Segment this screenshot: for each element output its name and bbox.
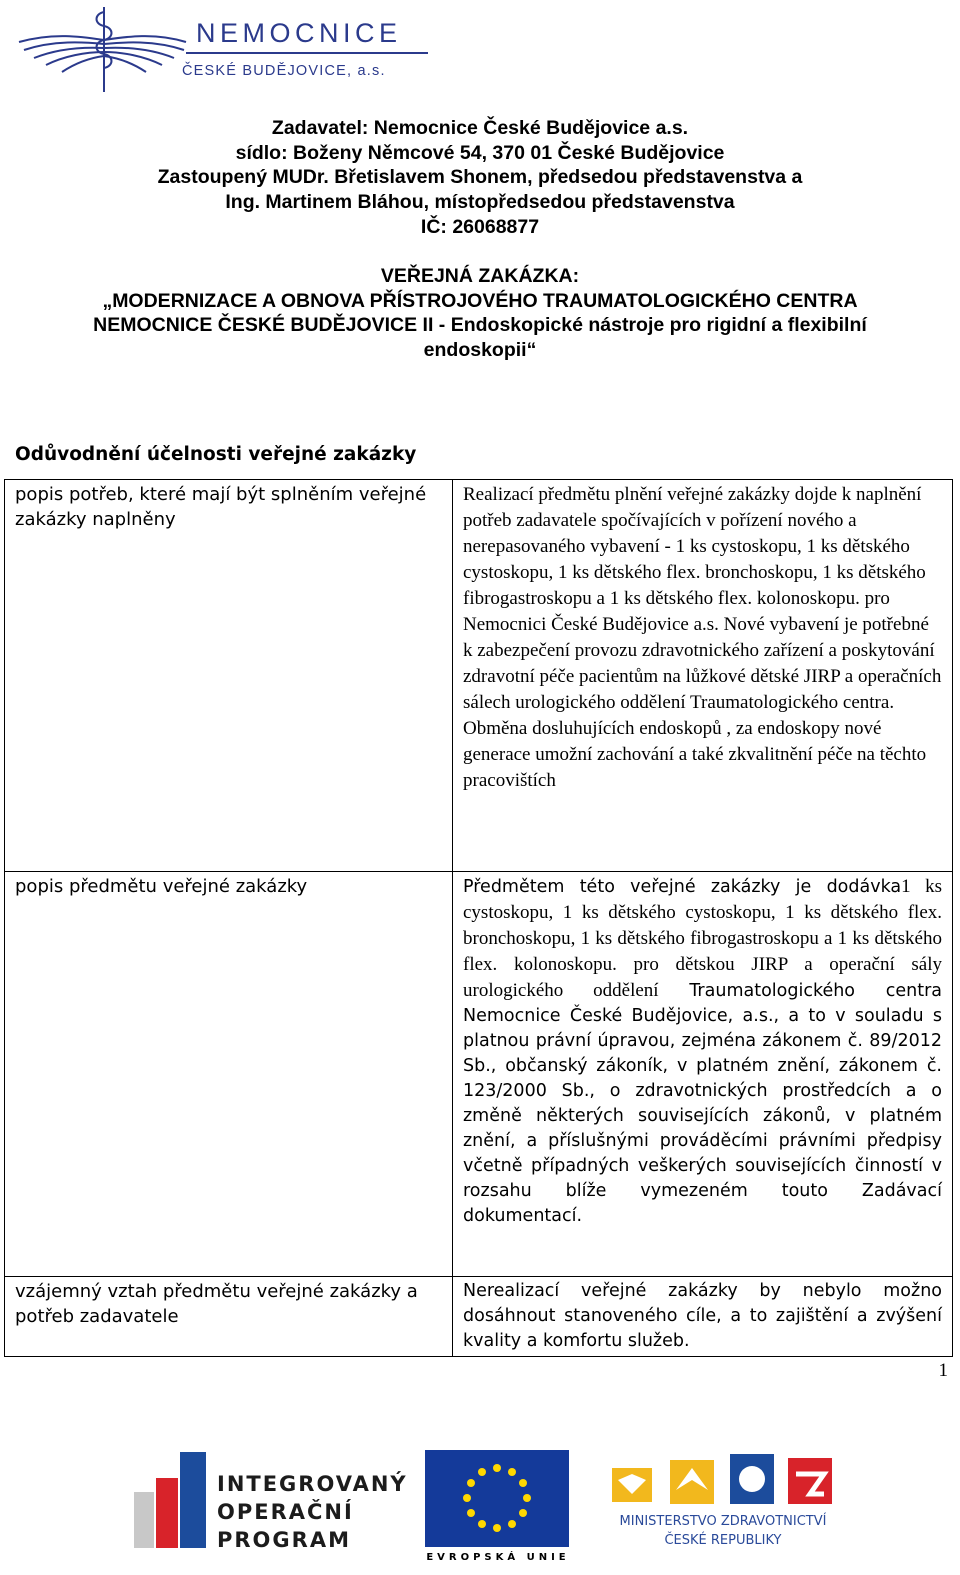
ministry-line: ČESKÉ REPUBLIKY xyxy=(664,1533,782,1548)
hospital-logo xyxy=(14,2,434,94)
page-number: 1 xyxy=(938,1360,948,1381)
row-label: popis potřeb, které mají být splněním veřejné zakázky naplněny xyxy=(5,480,453,872)
tender-title-line: NEMOCNICE ČESKÉ BUDĚJOVICE II - Endoskopické nástroje pro rigidní a flexibilní xyxy=(93,314,867,337)
iop-logo-text xyxy=(217,1470,408,1554)
section-heading: Odůvodnění účelnosti veřejné zakázky xyxy=(15,444,417,465)
table-row xyxy=(5,872,953,1277)
header-line: Zadavatel: Nemocnice České Budějovice a.s. xyxy=(271,117,689,139)
justification-table xyxy=(4,479,953,1357)
ministry-name xyxy=(603,1512,843,1550)
row-label: popis předmětu veřejné zakázky xyxy=(5,872,453,1277)
iop-line: OPERAČNÍ xyxy=(217,1500,354,1524)
header-line: Ing. Martinem Bláhou, místopředsedou představenstva xyxy=(225,191,735,214)
iop-line: INTEGROVANÝ xyxy=(217,1472,408,1496)
row-text-serif: 1 ks cystoskopu, 1 ks dětského cystoskopu, 1 ks dětského flex. bronchoskopu, 1 ks dětského fibrogastroskopu a 1 ks dětského flex. kolonoskopu. pro dětskou JIRP a operační sály urologického oddělení xyxy=(463,876,943,1001)
ministry-logo-icon xyxy=(612,1450,834,1508)
row-label: vzájemný vztah předmětu veřejné zakázky a potřeb zadavatele xyxy=(5,1277,453,1357)
tender-title-line: endoskopii“ xyxy=(423,339,537,362)
eu-flag-icon xyxy=(425,1450,569,1547)
footer-logos xyxy=(0,1440,960,1575)
header-line: IČ: 26068877 xyxy=(420,215,540,238)
row-text: Realizací předmětu plnění veřejné zakázky dojde k naplnění potřeb zadavatele spočívajících v pořízení nového a nerepasovaného vybavení - 1 ks cystoskopu, 1 ks dětského cystoskopu, 1 ks dětského flex. bronchoskopu, 1 ks dětského fibrogastroskopu a 1 ks dětského flex. kolonoskopu. pro Nemocnici České Budějovice a.s. Nové vybavení je potřebné k zabezpečení provozu zdravotnického zařízení a poskytování zdravotní péče pacientům na lůžkové dětské JIRP a operačních sálech urologického oddělení Traumatologického centra. Obměna dosluhujících endoskopů , za endoskopy nové generace umožní zachování a také zkvalitnění péče na těchto pracovištích xyxy=(453,480,953,872)
row-text: Nerealizací veřejné zakázky by nebylo možno dosáhnout stanoveného cíle, a to zajištění a zvýšení kvality a komfortu služeb. xyxy=(453,1277,953,1357)
tender-title-line: „MODERNIZACE A OBNOVA PŘÍSTROJOVÉHO TRAUMATOLOGICKÉHO CENTRA xyxy=(102,289,858,312)
caduceus-icon xyxy=(14,2,194,94)
row-text xyxy=(453,872,953,1277)
row-text-lead: Předmětem této veřejné zakázky je dodávka xyxy=(463,877,902,897)
table-row xyxy=(5,480,953,872)
eu-stars-icon xyxy=(425,1450,569,1547)
iop-line: PROGRAM xyxy=(217,1528,351,1552)
header-line: sídlo: Boženy Němcové 54, 370 01 České Budějovice xyxy=(235,141,725,164)
hospital-name: NEMOCNICE xyxy=(196,18,402,48)
row-text-rest: Traumatologického centra Nemocnice České Budějovice, a.s., a to v souladu s platnou právní úpravou, zejména zákonem č. 89/2012 Sb., občanský zákoník, v platném znění, zákonem č. 123/2000 Sb., o zdravotnických prostředcích a o změně některých souvisejících zákonů, v platném znění, a příslušnými prováděcími právními předpisy včetně případných veškerých souvisejících činností v rozsahu blíže vymezeném touto Zadávací dokumentací. xyxy=(463,981,942,1226)
header-line: Zastoupený MUDr. Břetislavem Shonem, předsedou představenstva a xyxy=(157,166,803,189)
contracting-authority-header xyxy=(0,116,960,240)
table-row xyxy=(5,1277,953,1357)
ministry-line: MINISTERSTVO ZDRAVOTNICTVÍ xyxy=(619,1514,827,1529)
eu-caption: EVROPSKÁ UNIE xyxy=(426,1552,570,1563)
hospital-subtitle: ČESKÉ BUDĚJOVICE, a.s. xyxy=(182,63,386,79)
iop-bars-icon xyxy=(134,1452,214,1548)
tender-title xyxy=(0,264,960,363)
logo-divider xyxy=(186,52,428,54)
tender-heading: VEŘEJNÁ ZAKÁZKA: xyxy=(380,265,580,287)
